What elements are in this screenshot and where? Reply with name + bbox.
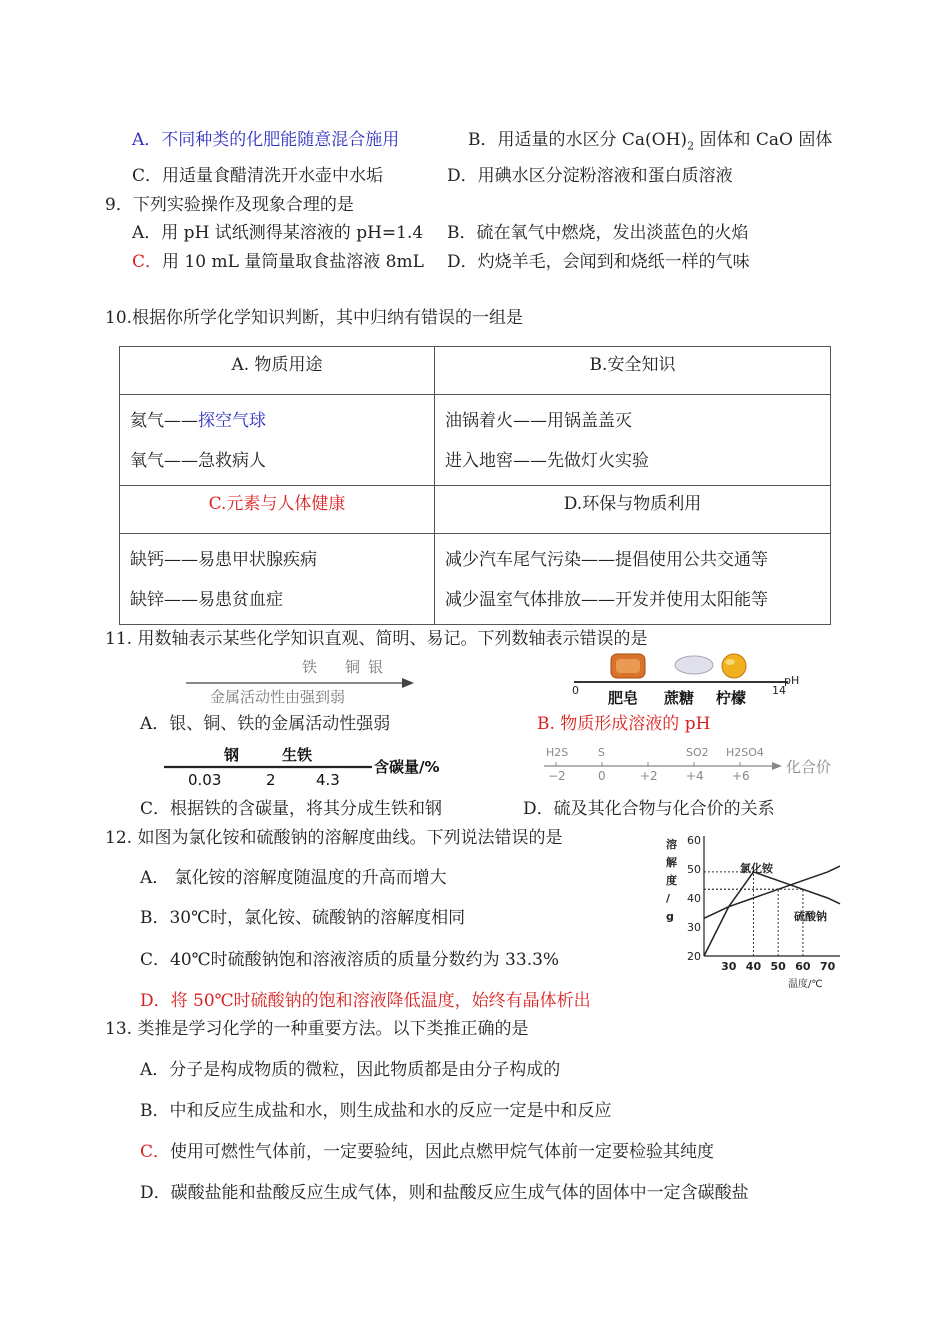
q10-cell-a: 氦气——探空气球 氧气——急救病人 [120,395,435,486]
chart-x-tick-label: 50 [770,960,786,973]
axis-d-species-h2so4: H2SO4 [726,746,764,759]
q11-option-a: A．银、铜、铁的金属活动性强弱 [140,714,391,734]
chart-xlabel: 温度/℃ [788,979,823,990]
q8-option-a: A．不同种类的化肥能随意混合施用 [132,130,400,150]
axis-c-tick-2: 2 [266,771,276,788]
axis-d-tick-0: 0 [598,769,606,783]
solubility-chart [658,832,848,992]
q8-option-d: D．用碘水区分淀粉溶液和蛋白质溶液 [447,166,733,186]
q12-option-a: A． 氯化铵的溶解度随温度的升高而增大 [140,868,447,888]
chart-ylabel-char: 溶 [666,838,677,851]
axis-c-tick-003: 0.03 [188,771,222,788]
q10-stem: 10.根据你所学化学知识判断，其中归纳有错误的一组是 [105,308,524,328]
q11-stem: 11. 用数轴表示某些化学知识直观、简明、易记。下列数轴表示错误的是 [105,629,648,649]
q13-option-b: B．中和反应生成盐和水，则生成盐和水的反应一定是中和反应 [140,1101,612,1121]
axis-d-tick-p6: +6 [732,769,750,783]
q11-option-c: C．根据铁的含碳量，将其分成生铁和钢 [140,799,443,819]
q12-option-d: D．将 50℃时硫酸钠的饱和溶液降低温度，始终有晶体析出 [140,991,591,1011]
chart-y-tick-label: 20 [687,950,701,963]
axis-b-item-sugar: 蔗糖 [664,689,695,707]
axis-d-tick-m2: −2 [548,769,566,783]
q9-option-a: A．用 pH 试纸测得某溶液的 pH=1.4 [132,223,424,243]
axis-b-tick-14: 14 [772,684,786,697]
axis-a-arrow [402,678,414,688]
q13-stem: 13. 类推是学习化学的一种重要方法。以下类推正确的是 [105,1019,529,1039]
sugar-image [675,656,713,674]
chart-x-tick-label: 30 [721,960,737,973]
chart-x-tick-label: 70 [819,960,836,973]
chart-x-tick-label: 40 [745,960,762,973]
axis-d-species-h2s: H2S [546,746,569,759]
q9-stem: 9．下列实验操作及现象合理的是 [105,195,354,215]
q12-option-b: B．30℃时，氯化铵、硫酸钠的溶解度相同 [140,908,466,928]
chart-ylabel-char: 解 [666,856,677,869]
chart-y-tick-label: 40 [687,892,701,905]
q12-option-c: C．40℃时硫酸钠饱和溶液溶质的质量分数约为 33.3% [140,950,560,970]
lemon-image [722,654,746,678]
q9-option-c: C．用 10 mL 量筒量取食盐溶液 8mL [132,252,424,272]
axis-b-tick-0: 0 [572,684,579,697]
chart-ticks [687,834,836,973]
axis-d-tick-p4: +4 [686,769,704,783]
q10-header-a: A. 物质用途 [120,347,435,395]
q11-option-b: B. 物质形成溶液的 pH [537,714,711,734]
q10-cell-d: 减少汽车尾气污染——提倡使用公共交通等 减少温室气体排放——开发并使用太阳能等 [435,534,831,625]
axis-b-item-lemon: 柠檬 [716,689,747,707]
q13-option-d: D．碳酸盐能和盐酸反应生成气体，则和盐酸反应生成气体的固体中一定含碳酸盐 [140,1183,749,1203]
q10-header-c: C.元素与人体健康 [120,486,435,534]
q10-header-b: B.安全知识 [435,347,831,395]
q8-option-c: C．用适量食醋清洗开水壶中水垢 [132,166,384,186]
axis-d-arrow [772,762,782,770]
chart-axes [704,836,840,956]
chart-y-tick-label: 60 [687,834,701,847]
q11-axis-a [180,656,420,708]
axis-a-metal-cu: 铜 [345,658,361,676]
chart-ylabel [666,837,678,923]
q12-stem: 12. 如图为氯化铵和硫酸钠的溶解度曲线。下列说法错误的是 [105,828,563,848]
soap-image-highlight [616,659,640,673]
axis-c-unit: 含碳量/% [374,758,440,776]
q10-cell-c: 缺钙——易患甲状腺疾病 缺锌——易患贫血症 [120,534,435,625]
q10-table [119,346,831,625]
q11-option-d: D．硫及其化合物与化合价的关系 [523,799,775,819]
series-label-nh4cl: 氯化铵 [740,862,773,875]
q10-cell-b: 油锅着火——用锅盖盖灭 进入地窖——先做灯火实验 [435,395,831,486]
axis-c-tick-43: 4.3 [316,771,340,788]
axis-b-item-soap: 肥皂 [608,689,639,707]
axis-d-species-s: S [598,746,605,759]
axis-b-unit: pH [784,674,800,687]
q8-option-b: B．用适量的水区分 $Ca(OH)_2$ 固体和 CaO 固体 [468,130,833,153]
chart-ylabel-char: / [666,892,671,905]
series-label-na2so4: 硫酸钠 [794,910,827,923]
q13-option-a: A．分子是构成物质的微粒，因此物质都是由分子构成的 [140,1060,561,1080]
axis-d-species-so2: SO2 [686,746,709,759]
q11-axis-c [160,740,450,788]
q11-axis-b [566,650,806,710]
chart-x-tick-label: 60 [795,960,811,973]
chart-y-tick-label: 30 [687,921,701,934]
chart-y-tick-label: 50 [687,863,701,876]
q9-option-b: B．硫在氧气中燃烧，发出淡蓝色的火焰 [447,223,749,243]
q11-axis-d [540,742,840,788]
axis-c-name-pigiron: 生铁 [282,746,313,764]
chart-ylabel-char: 度 [666,874,677,887]
lemon-image-highlight [725,659,735,665]
q10-header-d: D.环保与物质利用 [435,486,831,534]
axis-c-name-steel: 钢 [224,746,240,764]
axis-d-tick-p2: +2 [640,769,658,783]
q13-option-c: C．使用可燃性气体前，一定要验纯，因此点燃甲烷气体前一定要检验其纯度 [140,1142,715,1162]
axis-a-metal-fe: 铁 [302,658,318,676]
q9-option-d: D．灼烧羊毛，会闻到和烧纸一样的气味 [447,252,750,272]
axis-a-label: 金属活动性由强到弱 [210,688,346,706]
axis-a-metal-ag: 银 [368,658,384,676]
axis-d-unit: 化合价 [786,758,832,776]
chart-ylabel-char: g [666,910,674,923]
